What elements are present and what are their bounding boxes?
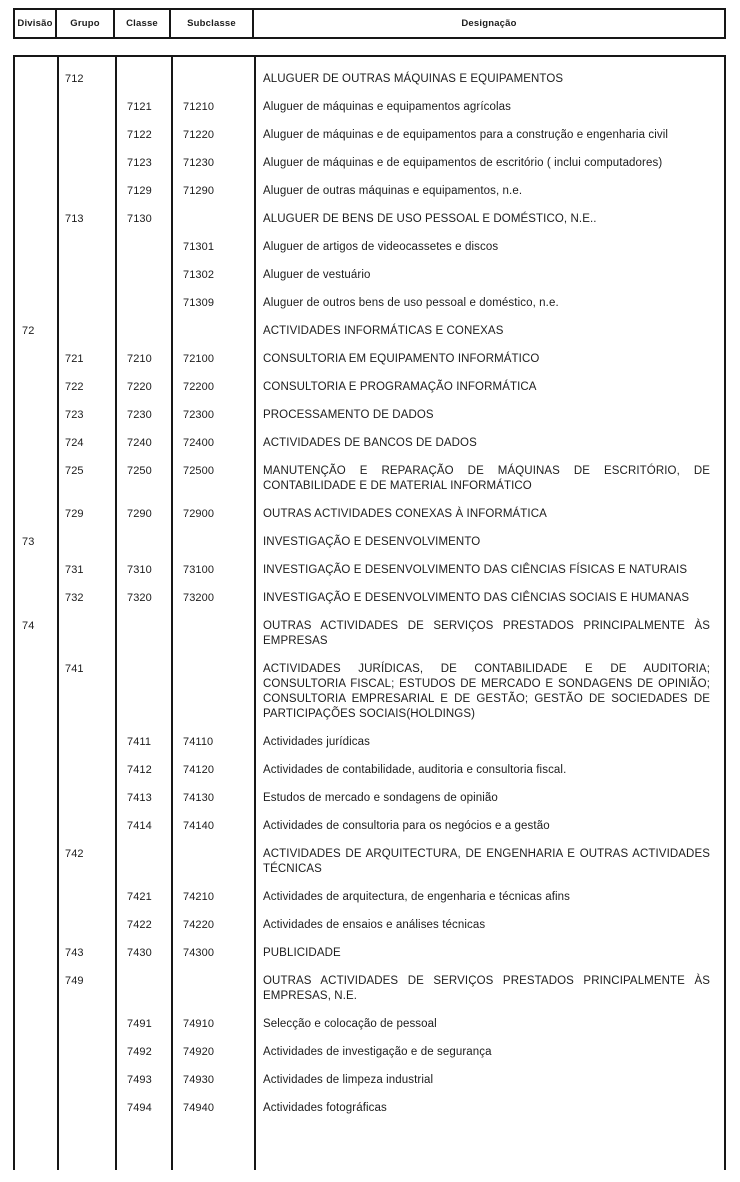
cell-designacao: Aluguer de máquinas e de equipamentos de escritório ( inclui computadores)	[263, 157, 663, 169]
cell-classe: 7414	[127, 820, 152, 832]
cell-classe: 7411	[127, 736, 152, 748]
cell-subclasse: 71230	[183, 157, 215, 169]
cell-designacao: PUBLICIDADE	[263, 947, 341, 959]
cell-divisao	[15, 840, 57, 883]
cell-subclasse: 74110	[183, 736, 214, 748]
cell-divisao	[15, 812, 57, 840]
cell-classe	[115, 528, 171, 556]
cell-designacao: OUTRAS ACTIVIDADES DE SERVIÇOS PRESTADOS PRINCIPALMENTE ÀS EMPRESAS	[263, 620, 710, 647]
cell-designacao: OUTRAS ACTIVIDADES DE SERVIÇOS PRESTADOS PRINCIPALMENTE ÀS EMPRESAS, N.E.	[263, 975, 710, 1002]
cell-divisao	[15, 556, 57, 584]
cell-grupo	[57, 812, 115, 840]
cell-divisao	[15, 883, 57, 911]
table-row	[15, 345, 724, 373]
table-header-row	[13, 8, 726, 39]
cell-divisao	[15, 1094, 57, 1122]
cell-subclasse: 71290	[183, 185, 215, 197]
table-row	[15, 429, 724, 457]
table-row	[15, 261, 724, 289]
cell-grupo: 721	[65, 353, 84, 365]
cell-grupo: 742	[65, 848, 84, 860]
cell-classe	[115, 289, 171, 317]
cell-classe	[115, 655, 171, 728]
cell-classe: 7122	[127, 129, 152, 141]
cell-classe: 7421	[127, 891, 152, 903]
cell-grupo: 729	[65, 508, 84, 520]
cell-designacao: Actividades fotográficas	[263, 1102, 387, 1114]
table-row	[15, 883, 724, 911]
cell-designacao: PROCESSAMENTO DE DADOS	[263, 409, 434, 421]
cell-designacao: INVESTIGAÇÃO E DESENVOLVIMENTO DAS CIÊNCIAS FÍSICAS E NATURAIS	[263, 564, 688, 576]
table-row	[15, 728, 724, 756]
cell-divisao	[15, 728, 57, 756]
cell-subclasse: 72100	[183, 353, 215, 365]
table-row	[15, 756, 724, 784]
table-row	[15, 812, 724, 840]
cell-classe: 7250	[127, 465, 152, 477]
cell-divisao	[15, 261, 57, 289]
cell-designacao: Actividades de limpeza industrial	[263, 1074, 434, 1086]
cell-grupo	[57, 728, 115, 756]
cell-subclasse: 71302	[183, 269, 215, 281]
cell-subclasse: 74120	[183, 764, 215, 776]
table-row	[15, 233, 724, 261]
cell-divisao: 74	[22, 620, 35, 632]
cell-designacao: Actividades de investigação e de segurança	[263, 1046, 492, 1058]
cell-divisao	[15, 784, 57, 812]
table-row	[15, 373, 724, 401]
cell-classe	[115, 65, 171, 93]
cell-classe: 7290	[127, 508, 152, 520]
cell-subclasse: 72500	[183, 465, 215, 477]
cell-designacao: ACTIVIDADES INFORMÁTICAS E CONEXAS	[263, 325, 504, 337]
cell-designacao: Actividades de consultoria para os negócios e a gestão	[263, 820, 550, 832]
cell-classe: 7220	[127, 381, 152, 393]
cell-divisao	[15, 756, 57, 784]
cell-designacao: Estudos de mercado e sondagens de opinião	[263, 792, 498, 804]
cell-divisao	[15, 1066, 57, 1094]
table-row	[15, 655, 724, 728]
cell-divisao: 73	[22, 536, 35, 548]
cell-grupo	[57, 93, 115, 121]
cell-divisao	[15, 177, 57, 205]
column-header-divisao: Divisão	[15, 10, 57, 37]
table-row	[15, 401, 724, 429]
cell-grupo	[57, 1066, 115, 1094]
cell-classe: 7430	[127, 947, 152, 959]
cell-designacao: Actividades de contabilidade, auditoria e consultoria fiscal.	[263, 764, 567, 776]
table-row	[15, 93, 724, 121]
cell-divisao	[15, 939, 57, 967]
cell-designacao: INVESTIGAÇÃO E DESENVOLVIMENTO DAS CIÊNCIAS SOCIAIS E HUMANAS	[263, 592, 690, 604]
cell-divisao	[15, 289, 57, 317]
cell-classe: 7422	[127, 919, 152, 931]
cell-divisao	[15, 429, 57, 457]
column-header-designacao: Designação	[461, 18, 517, 29]
table-row	[15, 289, 724, 317]
column-header-classe: Classe	[115, 10, 171, 37]
cell-classe: 7121	[127, 101, 152, 113]
cell-designacao: Aluguer de máquinas e de equipamentos para a construção e engenharia civil	[263, 129, 669, 141]
cell-grupo	[57, 121, 115, 149]
cell-divisao	[15, 911, 57, 939]
cell-divisao: 72	[22, 325, 35, 337]
cell-grupo: 723	[65, 409, 84, 421]
cell-grupo	[57, 261, 115, 289]
cell-subclasse: 71220	[183, 129, 215, 141]
cell-grupo	[57, 149, 115, 177]
table-row	[15, 784, 724, 812]
cell-grupo: 722	[65, 381, 84, 393]
cell-classe: 7123	[127, 157, 152, 169]
cell-designacao: Aluguer de máquinas e equipamentos agrícolas	[263, 101, 511, 113]
cell-subclasse: 72900	[183, 508, 215, 520]
cell-classe: 7491	[127, 1018, 152, 1030]
table-row	[15, 584, 724, 612]
cell-subclasse	[171, 528, 254, 556]
cell-subclasse: 72200	[183, 381, 215, 393]
cell-subclasse: 74910	[183, 1018, 215, 1030]
table-row	[15, 205, 724, 233]
cell-divisao	[15, 93, 57, 121]
cell-classe	[115, 317, 171, 345]
table-row	[15, 317, 724, 345]
cell-subclasse: 71301	[183, 241, 215, 253]
cell-grupo	[57, 528, 115, 556]
cell-classe: 7230	[127, 409, 152, 421]
column-header-subclasse: Subclasse	[171, 10, 254, 37]
cell-classe	[115, 233, 171, 261]
cell-grupo	[57, 756, 115, 784]
cell-divisao	[15, 655, 57, 728]
cell-classe	[115, 261, 171, 289]
cell-subclasse: 74920	[183, 1046, 215, 1058]
cell-classe: 7412	[127, 764, 152, 776]
table-row	[15, 939, 724, 967]
cell-subclasse	[171, 967, 254, 1010]
cell-designacao: Actividades de ensaios e análises técnicas	[263, 919, 486, 931]
cell-designacao: ACTIVIDADES JURÍDICAS, DE CONTABILIDADE E DE AUDITORIA; CONSULTORIA FISCAL; ESTUDOS DE MERCADO E SONDAGENS DE OPINIÃO; CONSULTORIA EMPRESARIAL E DE GESTÃO; GESTÃO DE SOCIEDADES DE PARTICIPAÇÕES SOCIAIS(HOLDINGS)	[263, 663, 710, 720]
cell-grupo: 743	[65, 947, 84, 959]
table-row	[15, 612, 724, 655]
cell-designacao: Selecção e colocação de pessoal	[263, 1018, 437, 1030]
cell-designacao: Actividades de arquitectura, de engenharia e técnicas afins	[263, 891, 571, 903]
cell-grupo	[57, 1038, 115, 1066]
cell-classe: 7210	[127, 353, 152, 365]
table-row	[15, 1066, 724, 1094]
cell-subclasse: 72300	[183, 409, 215, 421]
table-row	[15, 149, 724, 177]
cell-designacao: ALUGUER DE OUTRAS MÁQUINAS E EQUIPAMENTOS	[263, 73, 564, 85]
table-row	[15, 1010, 724, 1038]
table-row	[15, 967, 724, 1010]
cell-divisao	[15, 121, 57, 149]
cell-classe	[115, 612, 171, 655]
cell-designacao: Aluguer de artigos de videocassetes e discos	[263, 241, 499, 253]
cell-designacao: Actividades jurídicas	[263, 736, 370, 748]
cell-classe: 7492	[127, 1046, 152, 1058]
cell-designacao: Aluguer de outros bens de uso pessoal e doméstico, n.e.	[263, 297, 559, 309]
table-row	[15, 1038, 724, 1066]
cell-divisao	[15, 65, 57, 93]
table-row	[15, 65, 724, 93]
cell-designacao: Aluguer de outras máquinas e equipamentos, n.e.	[263, 185, 523, 197]
cell-grupo: 713	[65, 213, 84, 225]
cell-classe: 7240	[127, 437, 152, 449]
cell-classe: 7413	[127, 792, 152, 804]
cell-classe: 7494	[127, 1102, 152, 1114]
cell-subclasse: 74220	[183, 919, 215, 931]
cell-divisao	[15, 149, 57, 177]
cell-subclasse: 73200	[183, 592, 215, 604]
cell-grupo	[57, 289, 115, 317]
cell-divisao	[15, 345, 57, 373]
table-row	[15, 911, 724, 939]
cell-grupo	[57, 911, 115, 939]
cell-divisao	[15, 457, 57, 500]
table-row	[15, 1094, 724, 1122]
cell-divisao	[15, 584, 57, 612]
cell-grupo: 712	[65, 73, 84, 85]
cell-subclasse: 74210	[183, 891, 215, 903]
cell-grupo	[57, 317, 115, 345]
cell-subclasse: 71210	[183, 101, 215, 113]
cell-grupo	[57, 1094, 115, 1122]
cell-subclasse	[171, 65, 254, 93]
cell-divisao	[15, 967, 57, 1010]
cell-designacao: CONSULTORIA EM EQUIPAMENTO INFORMÁTICO	[263, 353, 540, 365]
table-row	[15, 528, 724, 556]
cell-subclasse: 72400	[183, 437, 215, 449]
cell-subclasse: 74140	[183, 820, 215, 832]
cell-grupo	[57, 612, 115, 655]
cell-designacao: ACTIVIDADES DE ARQUITECTURA, DE ENGENHARIA E OUTRAS ACTIVIDADES TÉCNICAS	[263, 848, 710, 875]
table-row	[15, 457, 724, 500]
cell-subclasse: 74930	[183, 1074, 215, 1086]
cell-grupo: 741	[65, 663, 84, 675]
cell-classe: 7493	[127, 1074, 152, 1086]
cell-divisao	[15, 233, 57, 261]
cell-designacao: OUTRAS ACTIVIDADES CONEXAS À INFORMÁTICA	[263, 508, 547, 520]
cell-classe: 7129	[127, 185, 152, 197]
table-row	[15, 121, 724, 149]
cell-subclasse: 74940	[183, 1102, 215, 1114]
cell-grupo: 732	[65, 592, 84, 604]
cell-grupo: 725	[65, 465, 84, 477]
cell-classe: 7310	[127, 564, 152, 576]
cell-grupo	[57, 177, 115, 205]
cell-designacao: CONSULTORIA E PROGRAMAÇÃO INFORMÁTICA	[263, 381, 537, 393]
cell-divisao	[15, 373, 57, 401]
cell-divisao	[15, 500, 57, 528]
cell-subclasse: 74300	[183, 947, 215, 959]
table-row	[15, 556, 724, 584]
cell-subclasse: 73100	[183, 564, 215, 576]
cell-grupo: 724	[65, 437, 84, 449]
cell-grupo	[57, 233, 115, 261]
cell-grupo	[57, 1010, 115, 1038]
cell-subclasse	[171, 317, 254, 345]
cell-subclasse	[171, 840, 254, 883]
cell-designacao: INVESTIGAÇÃO E DESENVOLVIMENTO	[263, 536, 481, 548]
table-row	[15, 840, 724, 883]
cell-grupo: 749	[65, 975, 84, 987]
cell-designacao: MANUTENÇÃO E REPARAÇÃO DE MÁQUINAS DE ESCRITÓRIO, DE CONTABILIDADE E DE MATERIAL INFORMÁTICO	[263, 465, 710, 492]
cell-designacao: ACTIVIDADES DE BANCOS DE DADOS	[263, 437, 477, 449]
cell-classe	[115, 840, 171, 883]
cell-designacao: Aluguer de vestuário	[263, 269, 371, 281]
cell-divisao	[15, 401, 57, 429]
cell-subclasse	[171, 655, 254, 728]
table-row	[15, 500, 724, 528]
cell-grupo	[57, 883, 115, 911]
table-row	[15, 177, 724, 205]
cell-subclasse: 74130	[183, 792, 215, 804]
cell-subclasse	[171, 612, 254, 655]
cell-classe	[115, 967, 171, 1010]
cell-grupo: 731	[65, 564, 84, 576]
cell-subclasse	[171, 205, 254, 233]
cell-divisao	[15, 1010, 57, 1038]
cell-grupo	[57, 784, 115, 812]
cell-divisao	[15, 205, 57, 233]
table-rows-container	[15, 57, 724, 1122]
cell-classe: 7130	[127, 213, 152, 225]
cell-subclasse: 71309	[183, 297, 215, 309]
column-header-grupo: Grupo	[57, 10, 115, 37]
table-body	[13, 55, 726, 1170]
cell-designacao: ALUGUER DE BENS DE USO PESSOAL E DOMÉSTICO, N.E..	[263, 213, 597, 225]
cell-divisao	[15, 1038, 57, 1066]
cell-classe: 7320	[127, 592, 152, 604]
